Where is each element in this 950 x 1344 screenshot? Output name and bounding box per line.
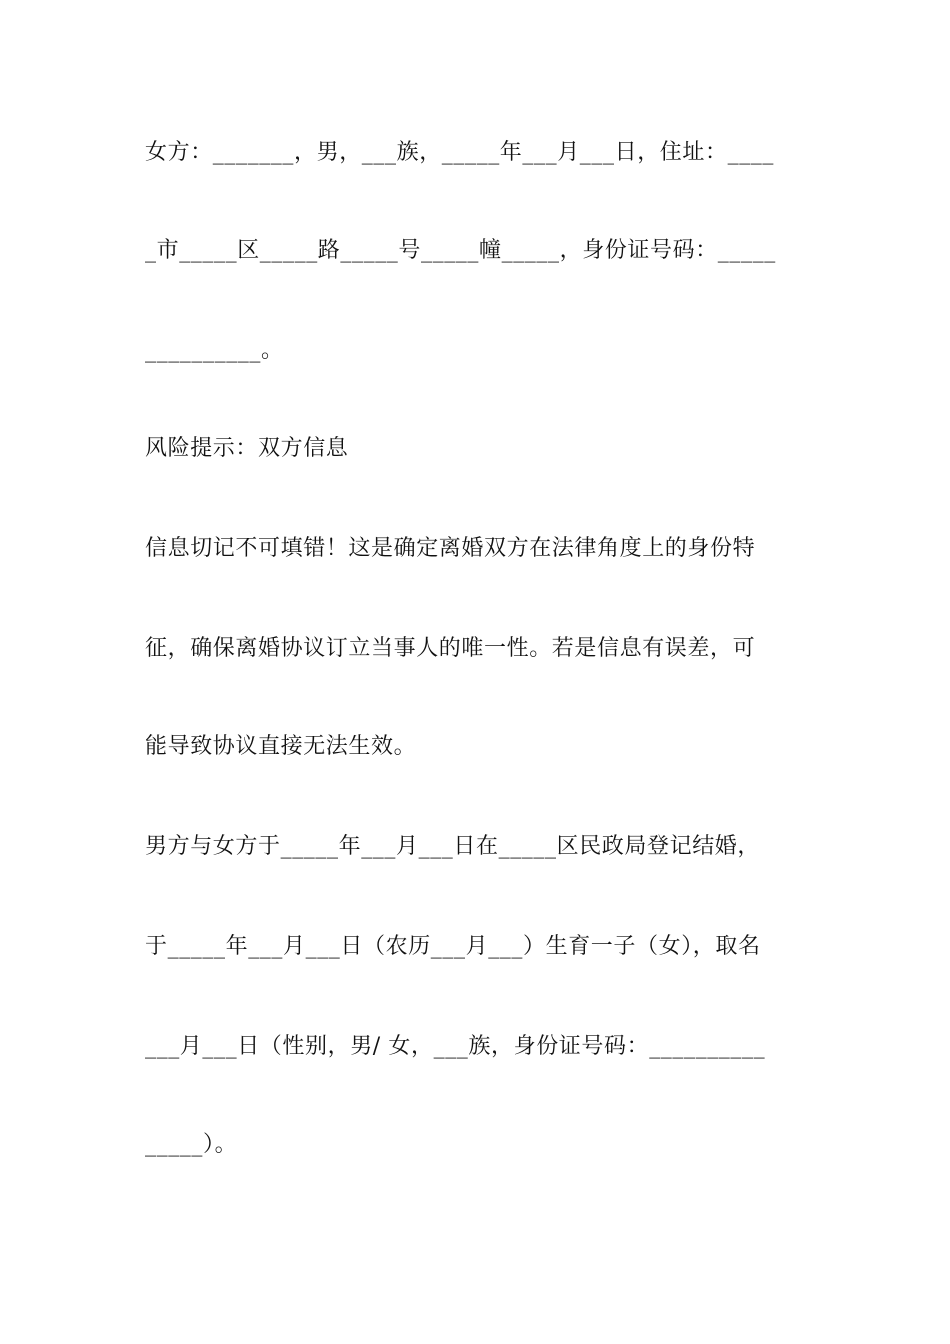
- paragraph-line: _市_____区_____路_____号_____幢_____，身份证号码：_____: [145, 238, 776, 263]
- paragraph-line: 能导致协议直接无法生效。: [145, 734, 417, 759]
- paragraph-line: 于_____年___月___日（农历___月___）生育一子（女），取名: [145, 934, 761, 959]
- paragraph-line: ___月___日（性别，男/ 女，___族，身份证号码：__________: [145, 1034, 766, 1059]
- paragraph-line: 征，确保离婚协议订立当事人的唯一性。若是信息有误差，可: [145, 636, 756, 661]
- paragraph-line: 女方：_______，男，___族，_____年___月___日，住址：____: [145, 140, 775, 165]
- paragraph-line: __________。: [145, 338, 284, 363]
- paragraph-line: _____）。: [145, 1132, 238, 1157]
- risk-tip-heading: 风险提示：双方信息: [145, 436, 349, 461]
- paragraph-line: 男方与女方于_____年___月___日在_____区民政局登记结婚，: [145, 834, 761, 859]
- paragraph-line: 信息切记不可填错！这是确定离婚双方在法律角度上的身份特: [145, 536, 756, 561]
